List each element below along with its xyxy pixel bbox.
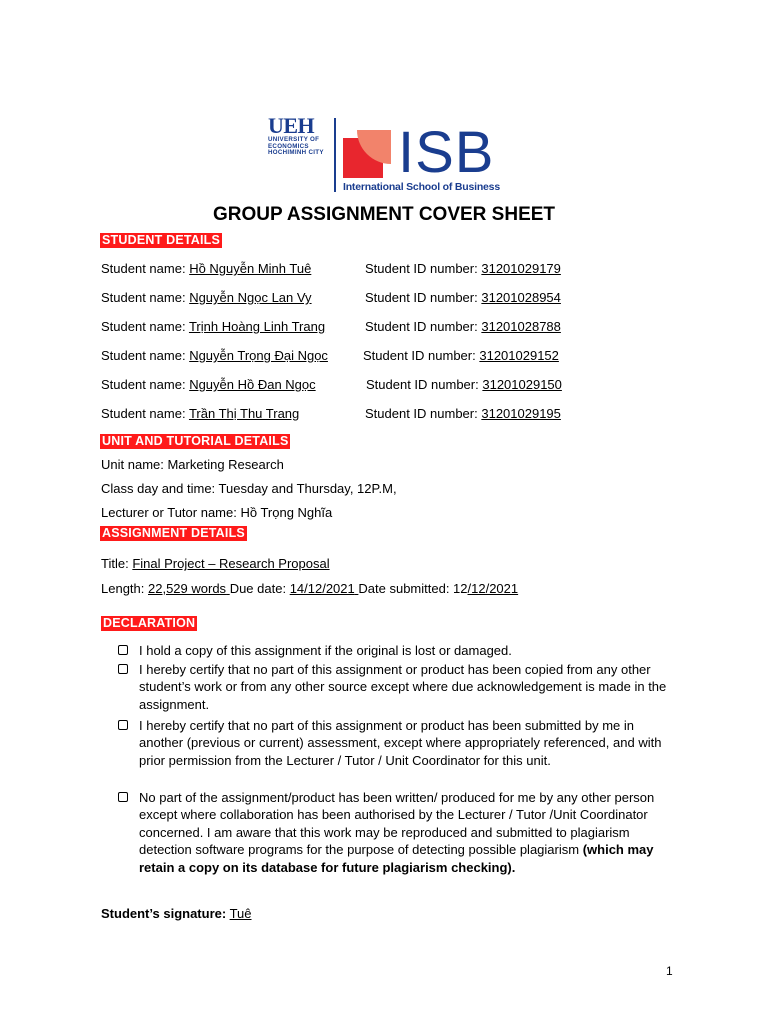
ueh-logo (268, 115, 332, 157)
student-id: 31201028954 (481, 290, 561, 305)
isb-logo-name: ISB (398, 120, 495, 185)
isb-logo-mark-icon (343, 130, 391, 178)
student-id-label: Student ID number: (365, 261, 478, 276)
student-details-heading: STUDENT DETAILS (102, 233, 221, 247)
student-row (101, 406, 299, 422)
declaration-text: I hereby certify that no part of this assignment or product has been submitted by me in another (previous or current) assessment, except where appropriately referenced, and with prior permission from the Lecturer / Tutor / Unit Coordinator for this unit. (139, 718, 662, 768)
student-id: 31201029150 (482, 377, 562, 392)
length-value: 22,529 words (148, 581, 227, 596)
signature-row (101, 906, 252, 922)
declaration-item (118, 789, 673, 876)
student-name: Hồ Nguyễn Minh Tuê (189, 261, 312, 276)
declaration-heading: DECLARATION (103, 616, 196, 630)
assignment-meta-row (101, 581, 518, 597)
length-label: Length: (101, 581, 145, 596)
checkbox[interactable] (118, 645, 128, 655)
checkbox[interactable] (118, 720, 128, 730)
declaration-text: I hereby certify that no part of this assignment or product has been copied from any other student’s work or from any other source except where due acknowledgement is made in the assignment. (139, 662, 667, 712)
page-title: GROUP ASSIGNMENT COVER SHEET (212, 204, 556, 225)
signature-label: Student’s signature: (101, 906, 227, 921)
ueh-logo-line: UNIVERSITY OF (268, 136, 320, 143)
declaration-item (118, 661, 673, 713)
student-name-label: Student name: (101, 261, 186, 276)
student-name: Nguyễn Ngọc Lan Vy (189, 290, 312, 305)
student-id-row (365, 261, 561, 277)
student-name: Trịnh Hoàng Linh Trang (188, 319, 326, 334)
student-id-row (365, 319, 561, 335)
student-name: Trần Thị Thu Trang (188, 406, 300, 421)
declaration-text: I hold a copy of this assignment if the original is lost or damaged. (139, 643, 512, 658)
unit-name: Unit name: Marketing Research (101, 457, 284, 472)
ueh-logo-name: UEH (268, 113, 315, 138)
ueh-logo-line: HOCHIMINH CITY (268, 149, 324, 157)
student-id-label: Student ID number: (365, 290, 478, 305)
isb-logo-subtitle: International School of Business (343, 181, 500, 193)
student-id-row (366, 377, 562, 393)
student-name-label: Student name: (101, 319, 186, 334)
student-id-label: Student ID number: (366, 377, 479, 392)
lecturer-name: Lecturer or Tutor name: Hồ Trọng Nghĩa (101, 505, 333, 520)
student-id: 31201029152 (479, 348, 559, 363)
student-name-label: Student name: (101, 406, 186, 421)
student-id-row (365, 290, 561, 306)
student-id-row (365, 406, 561, 422)
signature-value: Tuê (229, 906, 252, 921)
assignment-title-row (101, 556, 330, 572)
student-row (101, 348, 328, 364)
student-name-label: Student name: (101, 377, 186, 392)
declaration-text (139, 789, 673, 876)
student-name: Nguyễn Trọng Đại Ngọc (189, 348, 328, 363)
class-day-time: Class day and time: Tuesday and Thursday, 12P.M, (101, 481, 397, 496)
student-name: Nguyễn Hồ Đan Ngọc (189, 377, 316, 392)
declaration-body: No part of the assignment/product has been written/ produced for me by any other person except where collaboration has been authorised by the Lecturer / Tutor /Unit Coordinator concerned. I am aware that this work may be reproduced and submitted to plagiarism detection software programs for the purpose of detecting possible plagiarism (139, 790, 655, 858)
page-number: 1 (666, 964, 673, 978)
student-id: 31201028788 (481, 319, 561, 334)
student-row (101, 377, 316, 393)
student-id: 31201029195 (481, 406, 561, 421)
declaration-item (118, 717, 673, 769)
student-id-row (363, 348, 559, 364)
student-id-label: Student ID number: (365, 406, 478, 421)
date-submitted-label: Date submitted: 12 (358, 581, 468, 596)
student-name-label: Student name: (101, 290, 186, 305)
student-id: 31201029179 (481, 261, 561, 276)
due-date-label: Due date: (229, 581, 287, 596)
ueh-logo-line: ECONOMICS (268, 142, 309, 150)
declaration-item (118, 642, 673, 659)
student-id-label: Student ID number: (363, 348, 476, 363)
student-row (101, 290, 312, 306)
assignment-title-label: Title: (101, 556, 129, 571)
student-name-label: Student name: (101, 348, 186, 363)
checkbox[interactable] (118, 792, 128, 802)
due-date-value: 14/12/2021 (289, 581, 355, 596)
declaration-bold-note: (which may retain a copy on its database for future plagiarism checking). (139, 842, 654, 875)
checkbox[interactable] (118, 664, 128, 674)
date-submitted-value: /12/2021 (467, 581, 519, 596)
student-row (101, 261, 311, 277)
student-id-label: Student ID number: (365, 319, 478, 334)
logo-divider (334, 118, 336, 192)
assignment-title: Final Project – Research Proposal (132, 556, 330, 571)
assignment-details-heading: ASSIGNMENT DETAILS (102, 526, 245, 540)
unit-details-heading: UNIT AND TUTORIAL DETAILS (102, 434, 289, 448)
student-row (101, 319, 325, 335)
